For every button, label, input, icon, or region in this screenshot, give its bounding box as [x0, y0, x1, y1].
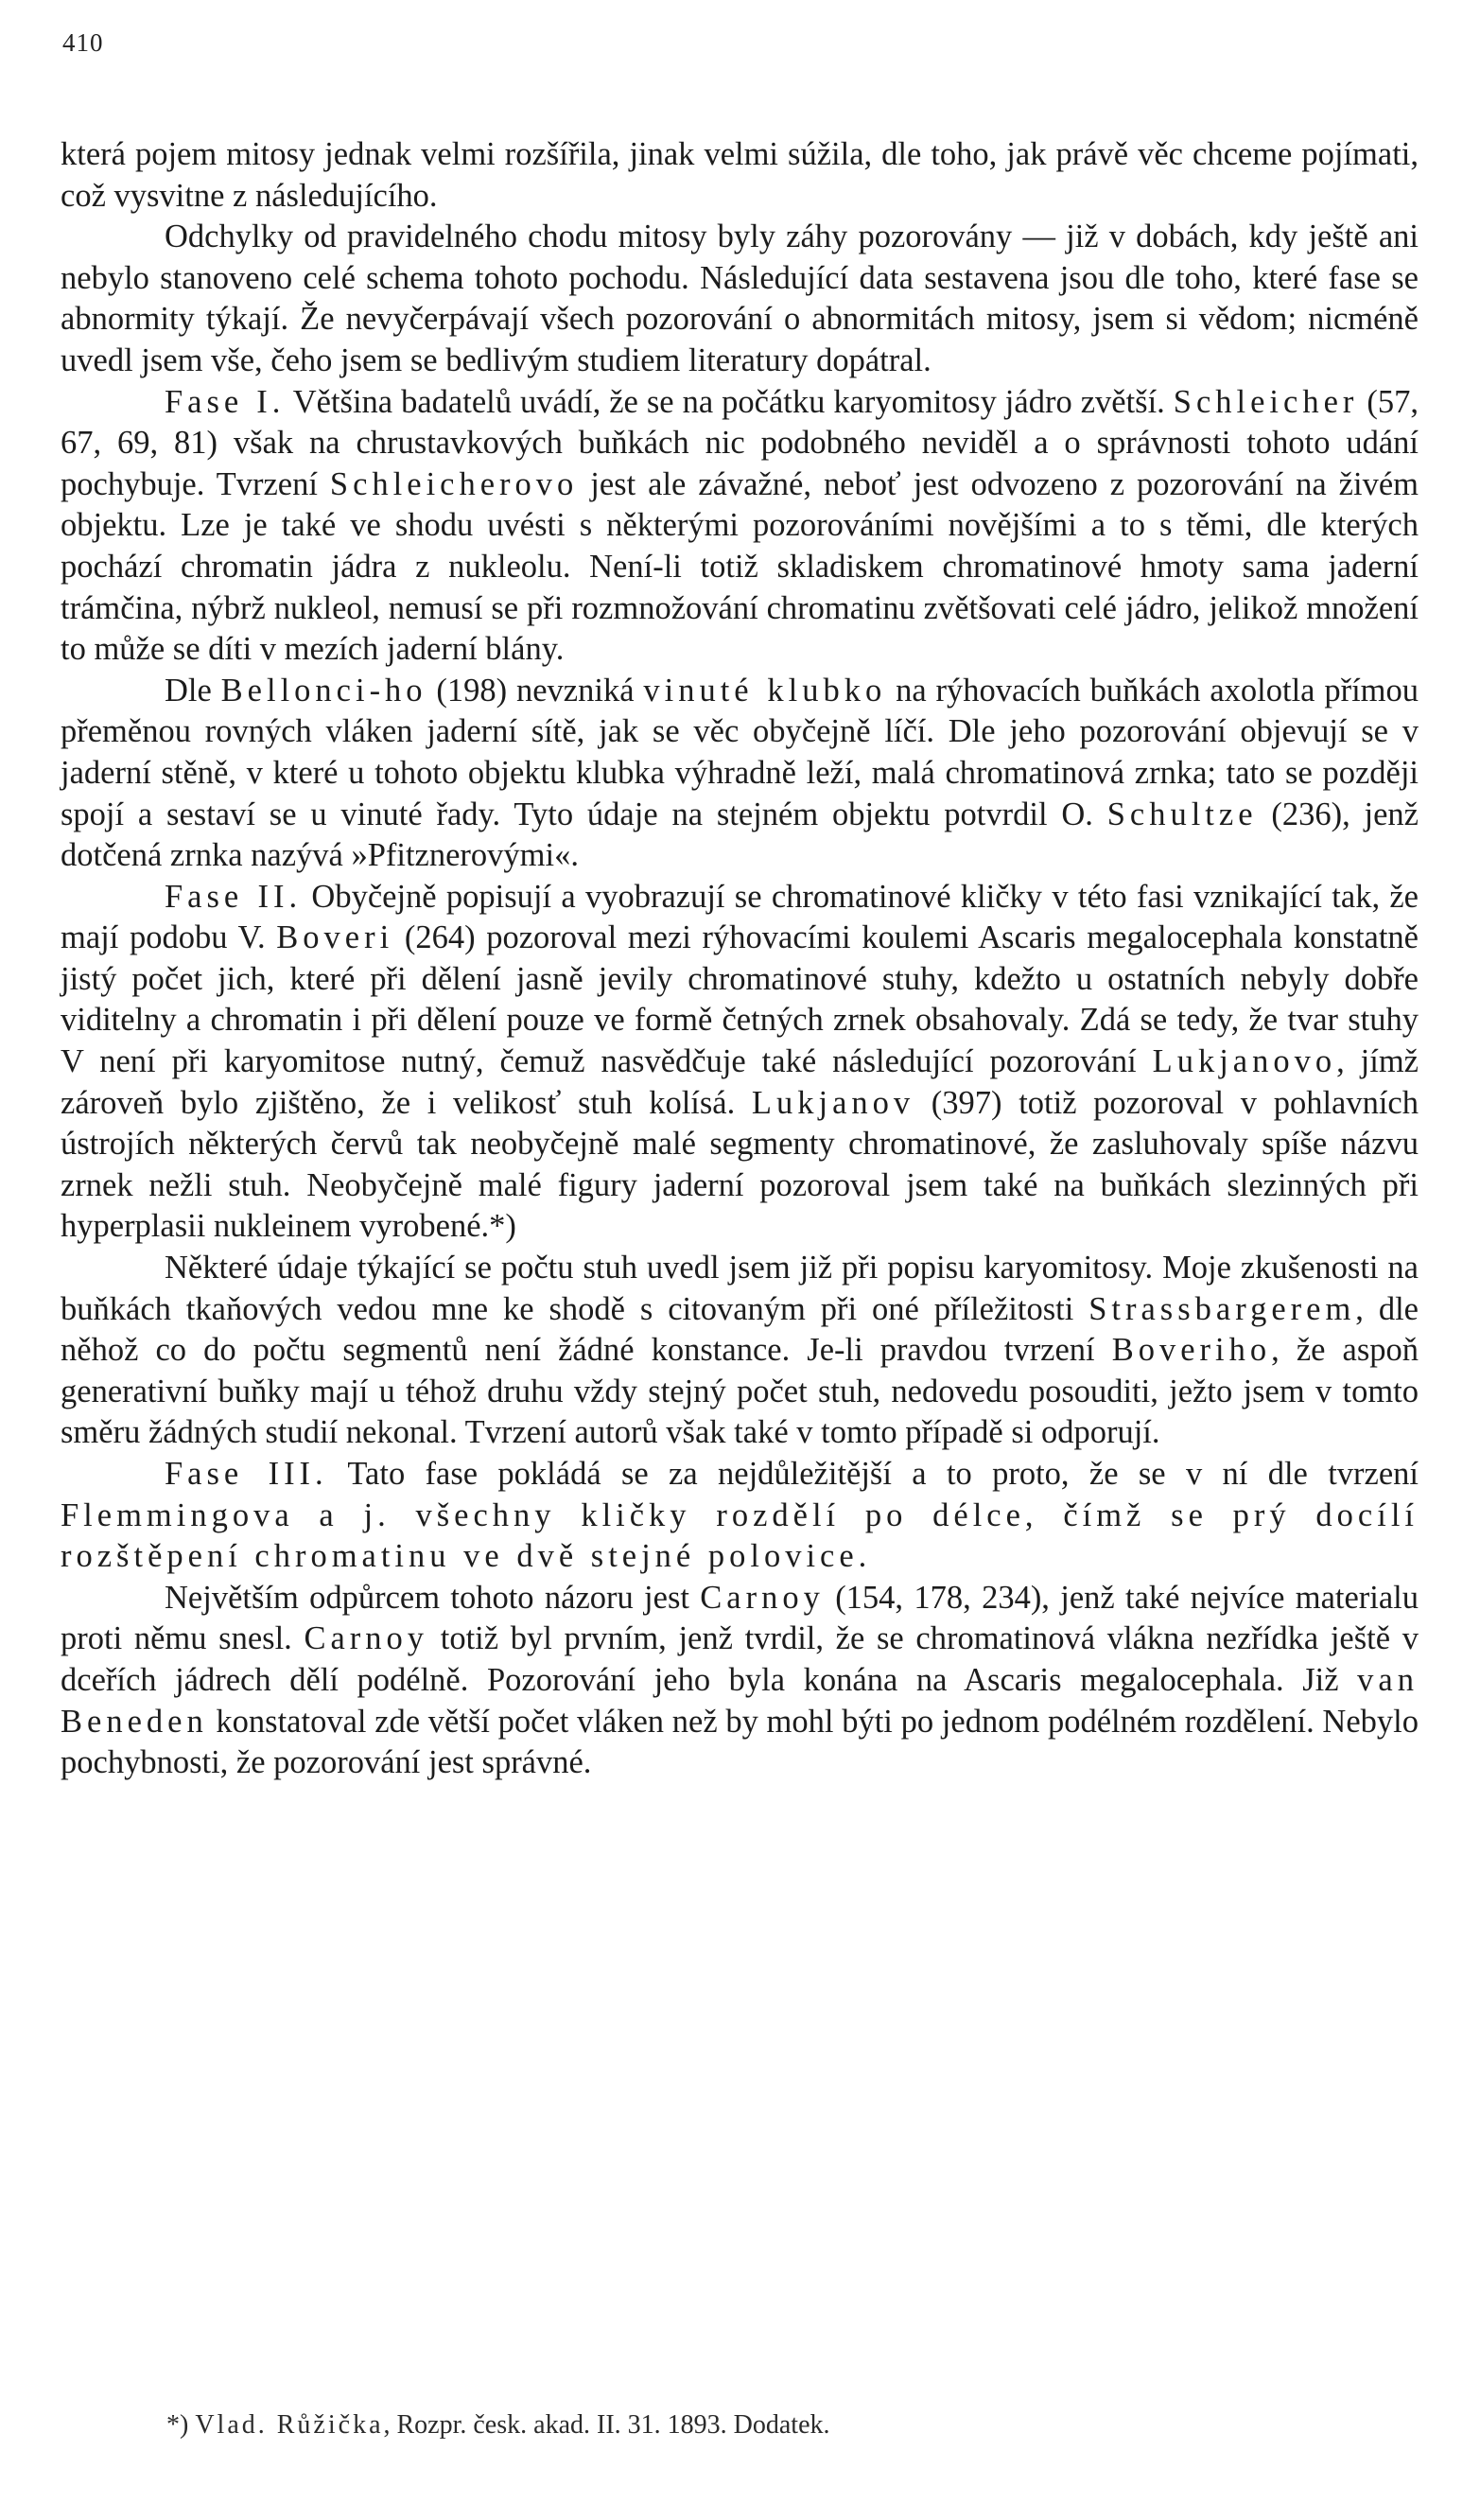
paragraph-text: (154, 178, 234), jenž také nejvíce materialu proti němu snesl. — [61, 1579, 1419, 1657]
footnote-citation: , Rozpr. česk. akad. II. 31. 1893. Dodatek. — [383, 2410, 830, 2440]
paragraph-text: Tato fase pokládá se za nejdůležitější a to proto, že se v ní dle tvrzení — [327, 1456, 1419, 1492]
paragraph-text: jest ale závažné, neboť jest odvozeno z pozorování na živém objektu. Lze je také ve shodu uvésti s některými pozorováními novějšími a to s těmi, dle kterých pochází chromatin jádra z nukleolu. Není-li totiž skladiskem chromatinové hmoty sama jaderní trámčina, nýbrž nukleol, nemusí se při rozmnožování chromatinu zvětšovati celé jádro, jelikož množení to může se díti v mezích jaderní blány. — [61, 465, 1419, 668]
paragraph-text: (264) pozoroval mezi rýhovacími koulemi Ascaris megalocephala konstatně jistý počet jich, které při dělení jasně jevily chromatinové stuhy, kdežto u ostatních nebyly dobře viditelny a chromatin i při dělení pouze ve formě četných zrnek obsahovaly. Zdá se tedy, že tvar stuhy V není při karyomitose nutný, čemuž nasvědčuje také následující pozorování — [61, 919, 1419, 1080]
paragraph-text: (236), jenž dotčená zrnka nazývá »Pfitznerovými«. — [61, 796, 1419, 874]
paragraph-text: (397) totiž pozoroval v pohlavních ústrojích některých červů tak neobyčejně malé segmenty chromatinové, že zasluhovaly spíše názvu zrnek nežli stuh. Neobyčejně malé figury jaderní pozoroval jsem také na buňkách slezinných při hyperplasii nukleinem vyrobené.*) — [61, 1084, 1419, 1245]
paragraph-text: (57, 67, 69, 81) však na chrustavkových buňkách nic podobného neviděl a o správnosti tohoto udání pochybuje. Tvrzení — [61, 383, 1419, 502]
paragraph-text: totiž byl prvním, jenž tvrdil, že se chromatinová vlákna nezřídka ještě v dceřích jádrech dělí podélně. Pozorování jeho byla konána na Ascaris megalocephala. Již — [61, 1620, 1419, 1698]
spaced-emphasis-text: vinuté klubko — [643, 672, 887, 709]
paragraph-text: Dle — [165, 672, 221, 709]
footnote — [166, 2408, 1396, 2442]
spaced-emphasis-text: Flemmingova a j. všechny kličky rozdělí po délce, čímž se prý docílí rozštěpení chromatinu ve dvě stejné polovice. — [61, 1496, 1419, 1575]
spaced-emphasis-text: Fase II. — [165, 878, 303, 915]
paragraph-text: konstatoval zde větší počet vláken než by mohl býti po jednom podélném rozdělení. Nebylo pochybnosti, že pozorování jest správné. — [61, 1703, 1419, 1781]
paragraph-text: Odchylky od pravidelného chodu mitosy byly záhy pozorovány — již v dobách, kdy ještě ani nebylo stanoveno celé schema tohoto pochodu. Následující data sestavena jsou dle toho, které fase se abnormity týkají. Že nevyčerpávají všech pozorování o abnormitách mitosy, jsem si vědom; nicméně uvedl jsem vše, čeho jsem se bedlivým studiem literatury dopátral. — [61, 219, 1419, 378]
spaced-emphasis-text: van Beneden — [61, 1661, 1419, 1740]
paragraph — [61, 1578, 1419, 1784]
paragraph — [61, 1454, 1419, 1578]
paragraph — [61, 877, 1419, 1248]
paragraph-text: , jímž zároveň bylo zjištěno, že i velikosť stuh kolísá. — [61, 1043, 1419, 1121]
paragraph-text: , dle něhož co do počtu segmentů není žádné konstance. Je-li pravdou tvrzení — [61, 1290, 1419, 1369]
spaced-emphasis-text: Lukjanov — [751, 1084, 915, 1121]
footnote-marker: *) — [166, 2410, 189, 2440]
paragraph-text: na rýhovacích buňkách axolotla přímou přeměnou rovných vláken jaderní sítě, jak se věc obyčejně líčí. Dle jeho pozorování objevují se v jaderní stěně, v které u tohoto objektu klubka výhradně leží, malá chromatinová zrnka; tato se později spojí a sestaví se u vinuté řady. Tyto údaje na stejném objektu potvrdil O. — [61, 672, 1419, 832]
paragraph — [61, 1248, 1419, 1454]
paragraph — [61, 134, 1419, 217]
spaced-emphasis-text: Boveri — [276, 919, 394, 956]
paragraph-text: Některé údaje týkající se počtu stuh uvedl jsem již při popisu karyomitosy. Moje zkušenosti na buňkách tkaňových vedou mne ke shodě s citovaným při oné příležitosti — [61, 1250, 1419, 1327]
page-number: 410 — [62, 28, 104, 57]
spaced-emphasis-text: Boveriho — [1111, 1332, 1272, 1369]
paragraph-text: Největším odpůrcem tohoto názoru jest — [165, 1579, 701, 1616]
body-text — [61, 134, 1419, 1784]
paragraph-text: (198) nevzniká — [427, 672, 644, 709]
paragraph-text: , že aspoň generativní buňky mají u téhož druhu vždy stejný počet stuh, nedovedu posouditi, ježto jsem v tomto směru žádných studií nekonal. Tvrzení autorů však také v tomto případě si odporují. — [61, 1332, 1419, 1451]
paragraph-text: Většina badatelů uvádí, že se na počátku karyomitosy jádro zvětší. — [285, 383, 1174, 420]
spaced-emphasis-text: Fase III. — [165, 1456, 328, 1492]
paragraph-text: která pojem mitosy jednak velmi rozšířila, jinak velmi súžila, dle toho, jak právě věc chceme pojímati, což vysvitne z následujícího. — [61, 136, 1419, 214]
spaced-emphasis-text: Lukjanovo — [1152, 1043, 1337, 1080]
spaced-emphasis-text: Strassbargerem — [1088, 1290, 1356, 1327]
spaced-emphasis-text: Schultze — [1106, 796, 1258, 832]
paragraph — [61, 382, 1419, 671]
spaced-emphasis-text: Schleicher — [1173, 383, 1359, 420]
spaced-emphasis-text: Bellonci-ho — [220, 672, 427, 709]
spaced-emphasis-text: Fase I. — [165, 383, 286, 420]
spaced-emphasis-text: Schleicherovo — [329, 465, 579, 502]
footnote-author: Vlad. Růžička — [195, 2410, 384, 2440]
paragraph-text: Obyčejně popisují a vyobrazují se chromatinové kličky v této fasi vznikající tak, že mají podobu V. — [61, 878, 1419, 956]
paragraph — [61, 671, 1419, 877]
spaced-emphasis-text: Carnoy — [700, 1579, 825, 1616]
spaced-emphasis-text: Carnoy — [304, 1620, 429, 1657]
paragraph — [61, 217, 1419, 381]
